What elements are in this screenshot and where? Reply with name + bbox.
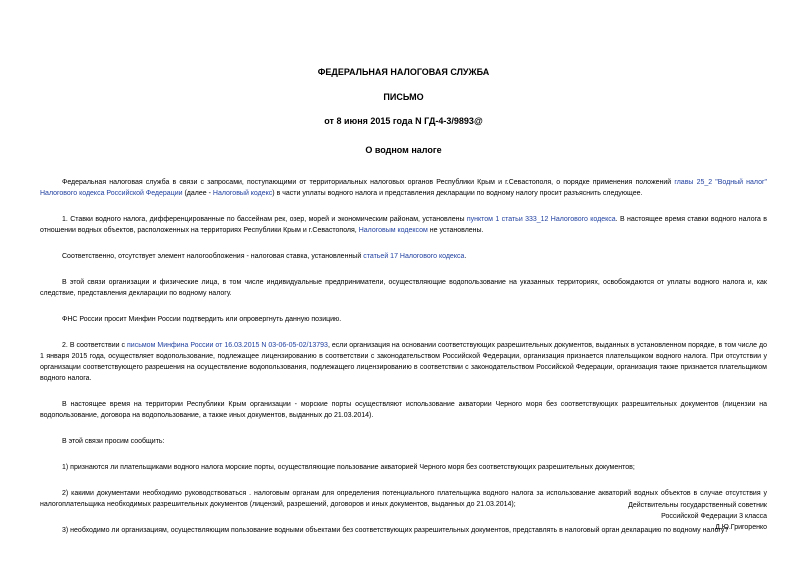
text-span: Соответственно, отсутствует элемент налогообложения - налоговая ставка, установленный xyxy=(62,253,364,260)
paragraph-exemption: В этой связи организации и физические лица, в том числе индивидуальные предприниматели, осуществляющие водопользование на указанных территориях, освобождаются от уплаты водного налога и, как следствие, представления декларации по водному налогу. xyxy=(40,279,767,297)
signature-block xyxy=(628,500,767,533)
text-span: не установлены. xyxy=(427,227,484,234)
paragraph-question-3: 3) необходимо ли организациям, осуществляющим пользование водными объектами без соответствующих разрешительных документов, представлять в налоговый орган декларацию по водному налогу? xyxy=(62,527,729,534)
text-span: 2. В соответствии с xyxy=(62,342,128,349)
paragraph-question-1: 1) признаются ли плательщиками водного налога морские порты, осуществляющие пользование акваторией Черного моря без соответствующих разрешительных документов; xyxy=(62,464,635,471)
signature-line-2: Российской Федерации 3 класса xyxy=(661,513,767,520)
text-span: . xyxy=(464,253,467,260)
text-span: , если организация на основании соответствующих разрешительных документов, выданных в установленном порядке, в том числе до 1 января 2015 года, осуществляет водопользование, подлежащее лицензированию в соответствии с законодательством Российской Федерации, организация признается плательщиком водного налога. При отсутствии у организации соответствующего разрешения на осуществление водопользования, подлежащего лицензированию в соответствии с законодательством Российской Федерации, организация также признается плательщиком водного налога. xyxy=(40,342,767,382)
paragraph-missing-element xyxy=(40,251,767,262)
link-article-17[interactable]: статьей 17 Налогового кодекса xyxy=(363,253,465,260)
link-minfin-letter[interactable]: письмом Минфина России от 16.03.2015 N 03-06-05-02/13793 xyxy=(127,342,328,349)
agency-title: ФЕДЕРАЛЬНАЯ НАЛОГОВАЯ СЛУЖБА xyxy=(317,67,490,77)
text-span: ) в части уплаты водного налога и представления декларации по водному налогу просит разъяснить следующее. xyxy=(272,190,643,197)
document-date-number: от 8 июня 2015 года N ГД-4-3/9893@ xyxy=(324,116,483,126)
document-body xyxy=(40,177,767,536)
link-tax-code[interactable]: Налоговый кодекс xyxy=(212,190,273,197)
paragraph-question-2: 2) какими документами необходимо руководствоваться . налоговым органам для определения потенциального плательщика водного налога за использование акваторий водных объектов в случае отсутствия у налогоплательщика необходимых разрешительных документов (лицензий, разрешений, договоров и иных документов, выданных до 21.03.2014); xyxy=(40,490,767,508)
paragraph-intro xyxy=(40,177,767,199)
document-subject: О водном налоге xyxy=(365,145,442,155)
text-span: 1. Ставки водного налога, дифференцированные по бассейнам рек, озер, морей и экономическим районам, установлены xyxy=(62,216,467,223)
link-chapter-25-2[interactable]: главы 25_2 "Водный налог" Налогового кодекса Российской Федерации xyxy=(40,179,767,197)
text-span: Федеральная налоговая служба в связи с запросами, поступающими от территориальных налоговых органов Республики Крым и г.Севастополя, о порядке применения положений xyxy=(62,179,675,186)
text-span: (далее - xyxy=(182,190,213,197)
paragraph-minfin-letter xyxy=(40,340,767,384)
paragraph-rates xyxy=(40,214,767,236)
text-span: . В настоящее время ставки водного налога в отношении водных объектов, расположенных на территориях Республики Крым и г.Севастополя, xyxy=(40,216,767,234)
link-article-333-12[interactable]: пунктом 1 статьи 333_12 Налогового кодекса xyxy=(466,216,616,223)
paragraph-request-confirmation: ФНС России просит Минфин России подтвердить или опровергнуть данную позицию. xyxy=(62,316,342,323)
paragraph-please-inform: В этой связи просим сообщить: xyxy=(62,438,165,445)
link-tax-code-2[interactable]: Налоговым кодексом xyxy=(358,227,428,234)
signature-name: Д.Ю.Григоренко xyxy=(715,524,767,531)
paragraph-crimea-ports: В настоящее время на территории Республики Крым организации - морские порты осуществляют использование акватории Черного моря без соответствующих разрешительных документов (лицензии на водопользование, договора на водопользование, а также иных документов, выданных до 21.03.2014). xyxy=(40,401,767,419)
document-type: ПИСЬМО xyxy=(383,92,424,102)
signature-line-1: Действительны государственный советник xyxy=(628,502,767,509)
